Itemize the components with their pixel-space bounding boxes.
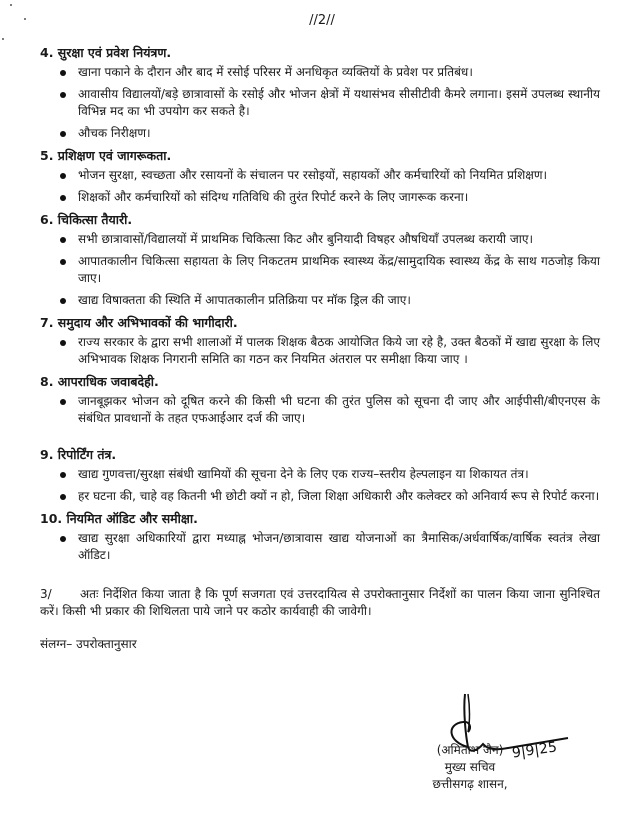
section-9 — [40, 446, 600, 505]
section-title: 5. प्रशिक्षण एवं जागरूकता. — [40, 148, 172, 163]
signatory-block — [410, 742, 530, 793]
section-10 — [40, 510, 600, 564]
section-6 — [40, 211, 600, 309]
closing-text: अतः निर्देशित किया जाता है कि पूर्ण सजगता एवं उत्तरदायित्व से उपरोक्तानुसार निर्देशों का पालन किया जाना सुनिश्चित करें। किसी भी प्रकार की शिथिलता पाये जाने पर कठोर कार्यवाही की जावेगी। — [40, 587, 600, 618]
bullet-list — [40, 466, 600, 505]
section-title: 10. नियमित ऑडिट और समीक्षा. — [40, 511, 198, 526]
bullet-item: खाना पकाने के दौरान और बाद में रसोई परिसर में अनधिकृत व्यक्तियों के प्रवेश पर प्रतिबंध। — [40, 64, 600, 81]
bullet-item: औचक निरीक्षण। — [40, 125, 600, 142]
document-body — [40, 42, 600, 653]
bullet-list — [40, 64, 600, 142]
bullet-item: खाद्य सुरक्षा अधिकारियों द्वारा मध्याह्न भोजन/छात्रावास खाद्य योजनाओं का त्रैमासिक/अर्धवार्षिक/वार्षिक स्वतंत्र लेखा ऑडिट। — [40, 530, 600, 564]
bullet-item: हर घटना की, चाहे वह कितनी भी छोटी क्यों न हो, जिला शिक्षा अधिकारी और कलेक्टर को अनिवार्य रूप से रिपोर्ट करना। — [40, 488, 600, 505]
section-title: 9. रिपोर्टिंग तंत्र. — [40, 447, 117, 462]
bullet-item: खाद्य विषाक्तता की स्थिति में आपातकालीन प्रतिक्रिया पर मॉक ड्रिल की जाए। — [40, 292, 600, 309]
bullet-item: जानबूझकर भोजन को दूषित करने की किसी भी घटना की तुरंत पुलिस को सूचना दी जाए और आईपीसी/बीएनएस के संबंधित प्रावधानों के तहत एफआईआर दर्ज की जाए। — [40, 393, 600, 427]
section-title: 8. आपराधिक जवाबदेही. — [40, 374, 159, 389]
bullet-item: आवासीय विद्यालयों/बड़े छात्रावासों के रसोई और भोजन क्षेत्रों में यथासंभव सीसीटीवी कैमरे लगाना। इसमें उपलब्ध स्थानीय विभिन्न मद का भी उपयोग कर सकते है। — [40, 86, 600, 120]
section-5 — [40, 147, 600, 206]
bullet-item: सभी छात्रावासों/विद्यालयों में प्राथमिक चिकित्सा किट और बुनियादी विषहर औषधियाँ उपलब्ध करायी जाए। — [40, 231, 600, 248]
paragraph-number: 3/ — [40, 587, 52, 601]
section-title: 7. समुदाय और अभिभावकों की भागीदारी. — [40, 315, 238, 330]
scan-speck — [10, 4, 12, 6]
bullet-item: राज्य सरकार के द्वारा सभी शालाओं में पालक शिक्षक बैठक आयोजित किये जा रहे है, उक्त बैठकों में खाद्य सुरक्षा के लिए अभिभावक शिक्षक निगरानी समिति का गठन कर नियमित अंतराल पर समीक्षा किया जाए । — [40, 334, 600, 368]
bullet-list — [40, 530, 600, 564]
enclosure-note: संलग्न– उपरोक्तानुसार — [40, 637, 137, 651]
section-7 — [40, 314, 600, 368]
bullet-item: भोजन सुरक्षा, स्वच्छता और रसायनों के संचालन पर रसोइयों, सहायकों और कर्मचारियों को नियमित प्रशिक्षण। — [40, 167, 600, 184]
section-title: 6. चिकित्सा तैयारी. — [40, 212, 133, 227]
bullet-list — [40, 231, 600, 309]
signatory-office: छत्तीसगढ़ शासन, — [432, 777, 508, 791]
closing-paragraph — [40, 586, 600, 620]
section-4 — [40, 44, 600, 142]
bullet-item: आपातकालीन चिकित्सा सहायता के लिए निकटतम प्राथमिक स्वास्थ्य केंद्र/सामुदायिक स्वास्थ्य केंद्र के साथ गठजोड़ किया जाए। — [40, 253, 600, 287]
bullet-list — [40, 334, 600, 368]
handwritten-date: 9|9|25 — [511, 739, 558, 762]
bullet-item: शिक्षकों और कर्मचारियों को संदिग्ध गतिविधि की तुरंत रिपोर्ट करने के लिए जागरूक करना। — [40, 189, 600, 206]
signatory-name: (अमिताभ जैन) — [436, 743, 504, 757]
section-8 — [40, 373, 600, 427]
scan-speck — [2, 38, 4, 40]
bullet-item: खाद्य गुणवत्ता/सुरक्षा संबंधी खामियों की सूचना देने के लिए एक राज्य–स्तरीय हेल्पलाइन या शिकायत तंत्र। — [40, 466, 600, 483]
signatory-designation: मुख्य सचिव — [444, 760, 496, 774]
bullet-list — [40, 393, 600, 427]
section-title: 4. सुरक्षा एवं प्रवेश नियंत्रण. — [40, 45, 172, 60]
page-number: //2// — [309, 13, 335, 28]
bullet-list — [40, 167, 600, 206]
